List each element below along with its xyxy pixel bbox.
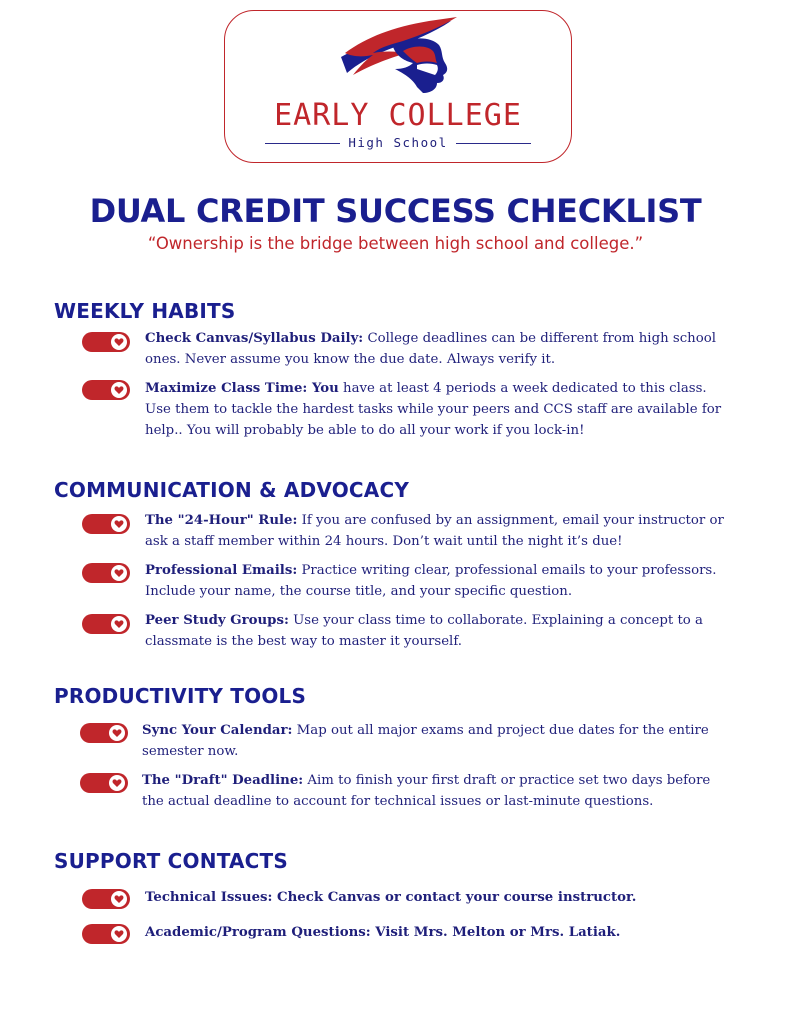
checklist-item-text (142, 770, 732, 812)
item-description: If you are confused by an assignment, email your instructor or ask a staff member within 24 hours. Don’t wait until the night it’s due! (145, 513, 724, 549)
section-heading-productivity: PRODUCTIVITY TOOLS (54, 684, 307, 708)
item-description: Aim to finish your first draft or practice set two days before the actual deadline to account for technical issues or last-minute questions. (142, 773, 711, 809)
logo-rule-left (265, 143, 340, 144)
checklist-item-text (145, 560, 735, 602)
item-description: Map out all major exams and project due dates for the entire semester now. (142, 723, 709, 759)
checklist-item-text (145, 922, 735, 943)
item-description: Use your class time to collaborate. Explaining a concept to a classmate is the best way to master it yourself. (145, 613, 703, 649)
section-heading-weekly-habits: WEEKLY HABITS (54, 299, 236, 323)
heart-icon (114, 619, 124, 629)
heart-icon (114, 337, 124, 347)
toggle-knob (111, 891, 127, 907)
section-heading-communication: COMMUNICATION & ADVOCACY (54, 478, 410, 502)
checklist-item-text (145, 610, 735, 652)
heart-icon (114, 568, 124, 578)
checklist-item-text (145, 887, 735, 908)
heart-icon (114, 519, 124, 529)
heart-icon (114, 385, 124, 395)
toggle-switch[interactable] (82, 614, 130, 634)
logo-rule-right (456, 143, 531, 144)
toggle-switch[interactable] (82, 380, 130, 400)
logo-subtitle: High School (348, 134, 448, 150)
logo-name: EARLY COLLEGE (274, 98, 522, 133)
item-label: Professional Emails: (145, 563, 298, 578)
toggle-knob (111, 926, 127, 942)
item-description: Practice writing clear, professional emails to your professors. Include your name, the course title, and your specific question. (145, 563, 717, 599)
spartan-helmet-icon (333, 17, 463, 99)
toggle-switch[interactable] (82, 889, 130, 909)
tagline: “Ownership is the bridge between high school and college.” (147, 234, 644, 253)
heart-icon (112, 778, 122, 788)
heart-icon (112, 728, 122, 738)
heart-icon (114, 929, 124, 939)
item-label: Sync Your Calendar: (142, 723, 293, 738)
item-label: Peer Study Groups: (145, 613, 289, 628)
toggle-switch[interactable] (82, 332, 130, 352)
toggle-knob (109, 725, 125, 741)
checklist-item-text (142, 720, 732, 762)
toggle-switch[interactable] (82, 924, 130, 944)
page-title: DUAL CREDIT SUCCESS CHECKLIST (89, 192, 702, 230)
item-label: Maximize Class Time: You (145, 381, 339, 396)
toggle-knob (111, 382, 127, 398)
item-label: The "24-Hour" Rule: (145, 513, 298, 528)
item-label: Check Canvas/Syllabus Daily: (145, 331, 364, 346)
item-label: Technical Issues: Check Canvas or contact your course instructor. (145, 890, 637, 905)
heart-icon (114, 894, 124, 904)
toggle-switch[interactable] (80, 723, 128, 743)
item-label: Academic/Program Questions: Visit Mrs. Melton or Mrs. Latiak. (145, 925, 621, 940)
checklist-item-text (145, 328, 735, 370)
checklist-item-text (145, 378, 735, 441)
item-description: College deadlines can be different from high school ones. Never assume you know the due date. Always verify it. (145, 331, 716, 367)
logo-sub-row (265, 135, 531, 151)
logo-box (224, 10, 572, 163)
toggle-knob (111, 334, 127, 350)
toggle-knob (109, 775, 125, 791)
toggle-knob (111, 516, 127, 532)
section-heading-support: SUPPORT CONTACTS (54, 849, 288, 873)
toggle-knob (111, 565, 127, 581)
item-description: have at least 4 periods a week dedicated to this class. Use them to tackle the hardest tasks while your peers and CCS staff are available for help.. You will probably be able to do all your work if you lock-in! (145, 381, 722, 438)
toggle-switch[interactable] (82, 514, 130, 534)
item-label: The "Draft" Deadline: (142, 773, 304, 788)
checklist-item-text (145, 510, 735, 552)
toggle-switch[interactable] (80, 773, 128, 793)
toggle-knob (111, 616, 127, 632)
toggle-switch[interactable] (82, 563, 130, 583)
